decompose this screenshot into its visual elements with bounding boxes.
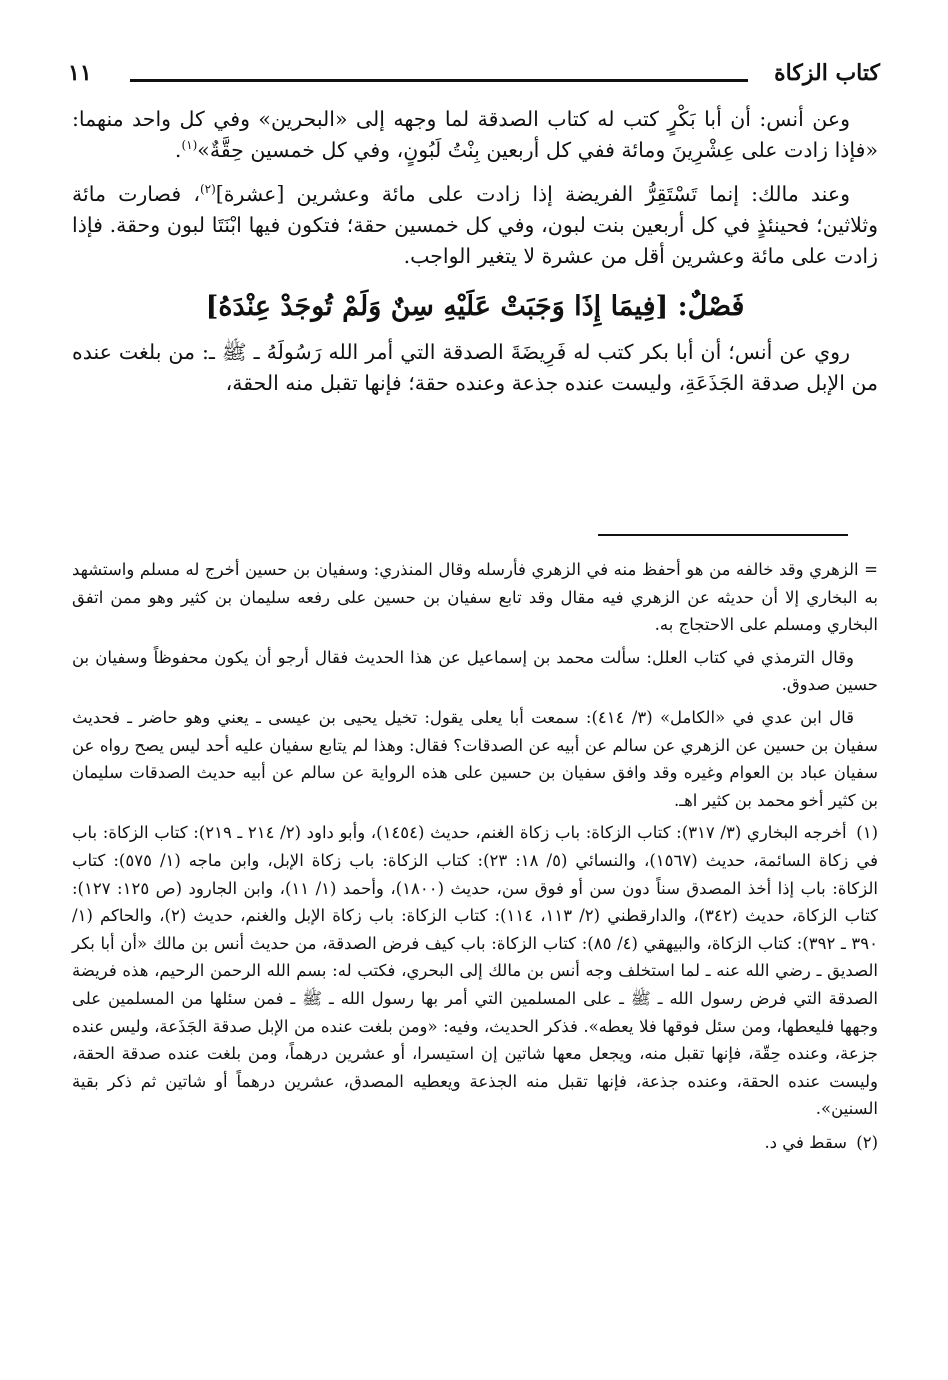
footnote-ref-1: (١) — [181, 138, 198, 153]
footnote-continuation: قال ابن عدي في «الكامل» (٣/ ٤١٤): سمعت أبا يعلى يقول: تخيل يحيى بن عيسى ـ يعني وهو حاضر ـ فحديث سفيان بن حسين عن الزهري عن سالم عن أبيه عن الصدقات؟ فقال: وهذا لم يتابع سفيان عليه أحد ليس يصح رواه عن سفيان عباد بن العوام وغيره وقد وافق سفيان بن حسين على هذه الرواية عن سالم عن أبيه حديث الصدقات سليمان بن كثير أخو محمد بن كثير اهـ. — [72, 707, 878, 810]
footnote-separator — [598, 534, 848, 536]
paragraph-text: وعند مالك: إنما تَسْتَقِرُّ الفريضة إذا زادت على مائة وعشرين [عشرة] — [215, 182, 850, 206]
footnote-continuation: وقال الترمذي في كتاب العلل: سألت محمد بن إسماعيل عن هذا الحديث فقال أرجو أن يكون محفوظاً وسفيان بن حسين صدوق. — [72, 647, 878, 695]
footnote-2 — [72, 1129, 878, 1157]
paragraph-text-end: ، فصارت مائة وثلاثين؛ فحينئذٍ في كل أربعين بنت لبون، وفي كل خمسين حقة؛ فتكون فيها ابْنَتَا لبون وحقة. فإذا زادت على مائة وعشرين أقل من عشرة لا يتغير الواجب. — [72, 182, 878, 268]
footnote-1 — [72, 819, 878, 1123]
paragraph-end: . — [174, 138, 182, 162]
footnote-ref-2: (٢) — [199, 182, 216, 197]
header-rule — [130, 79, 748, 82]
paragraph-malik-view — [72, 179, 878, 272]
footnote-2-number: (٢) — [856, 1132, 878, 1152]
footnote-1-text: أخرجه البخاري (٣/ ٣١٧): كتاب الزكاة: باب زكاة الغنم، حديث (١٤٥٤)، وأبو داود (٢/ ٢١٤ ـ ٢١٩): كتاب الزكاة: باب في زكاة السائمة، حديث (١٥٦٧)، والنسائي (٥/ ١٨: ٢٣): كتاب الزكاة: باب زكاة الإبل، وابن ماجه (١/ ٥٧٥): كتاب الزكاة: باب إذا أخذ المصدق سناً دون سن أو فوق سن، حديث (١٨٠٠)، وأحمد (١/ ١١)، وابن الجارود (ص ١٢٥: ١٢٧): كتاب الزكاة، حديث (٣٤٢)، والدارقطني (٢/ ١١٣، ١١٤): كتاب الزكاة: باب زكاة الإبل والغنم، حديث (٢)، والحاكم (١/ ٣٩٠ ـ ٣٩٢): كتاب الزكاة، والبيهقي (٤/ ٨٥): كتاب الزكاة: باب كيف فرض الصدقة، من حديث أنس بن مالك «أن أبا بكر الصديق ـ رضي الله عنه ـ لما استخلف وجه أنس بن مالك إلى البحري، فكتب له: بسم الله الرحمن الرحيم، هذه فريضة الصدقة التي فرض رسول الله ـ ﷺ ـ على المسلمين التي أمر بها رسول الله ـ ﷺ ـ فمن سئلها من المسلمين على وجهها فليعطها، ومن سئل فوقها فلا يعطه». فذكر الحديث، وفيه: «ومن بلغت عنده من الإبل صدقة الجَذَعة، وليس عنده جزعة، وعنده حِقّة، فإنها تقبل منه، ويجعل معها شاتين إن استيسرا، أو عشرين درهماً، ومن بلغت عنده صدقة الحقة، وليست عنده الحقة، وعنده جذعة، فإنها تقبل منه الجذعة ويعطيه المصدق، عشرين درهماً أو شاتين ثم ذكر بقية السنين». — [72, 823, 879, 1119]
footnote-continuation: = الزهري وقد خالفه من هو أحفظ منه في الزهري فأرسله وقال المنذري: وسفيان بن حسين أخرج له مسلم واستشهد به البخاري إلا أن حديثه عن الزهري فيه مقال وقد تابع سفيان بن حسين على رفعه سليمان بن كثير وهو ممن اتفق البخاري ومسلم على الاحتجاج به. — [72, 560, 878, 635]
page-number: ١١ — [68, 60, 92, 86]
main-text — [72, 104, 878, 412]
footnote-1-number: (١) — [856, 823, 878, 843]
footnote-2-text: سقط في د. — [764, 1132, 847, 1152]
paragraph-anas-report — [72, 104, 878, 166]
paragraph-abu-bakr-letter: روي عن أنس؛ أن أبا بكر كتب له فَرِيضَةَ الصدقة التي أمر الله رَسُولَهُ ـ ﷺ ـ: من بلغت عنده من الإبل صدقة الجَذَعَةِ، وليست عنده جذعة وعنده حقة؛ فإنها تقبل منه الحقة، — [72, 340, 878, 395]
footnotes — [72, 556, 878, 1161]
section-heading: فَصْلٌ: [فِيمَا إِذَا وَجَبَتْ عَلَيْهِ سِنٌ وَلَمْ تُوجَدْ عِنْدَهُ] — [205, 291, 745, 322]
running-title: كتاب الزكاة — [774, 60, 880, 86]
paragraph-text: وعن أنس: أن أبا بَكْرٍ كتب له كتاب الصدقة لما وجهه إلى «البحرين» وفي كل واحد منهما: «فإذا زادت على عِشْرِينَ ومائة ففي كل أربعين بِنْتُ لَبُونٍ، وفي كل خمسين حِقَّةٌ» — [72, 107, 878, 162]
page-header — [68, 60, 880, 96]
